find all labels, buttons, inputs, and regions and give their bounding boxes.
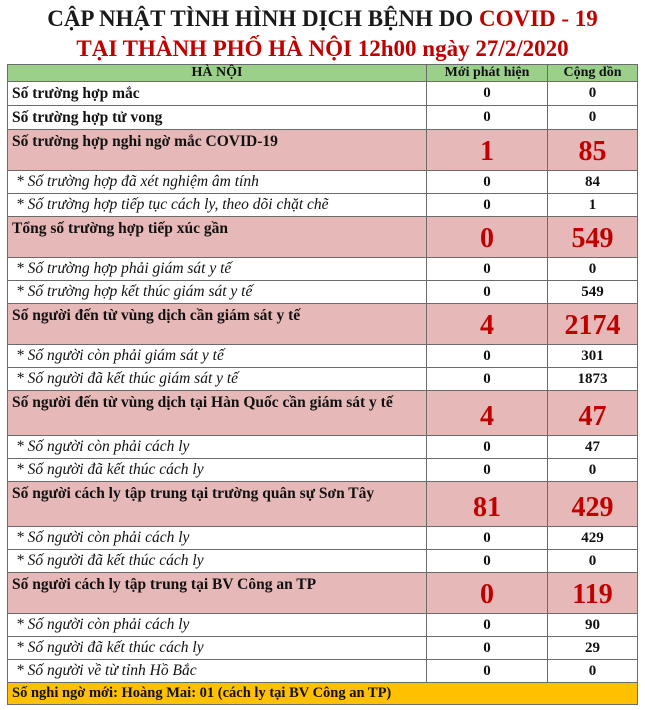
table-header-row xyxy=(8,65,638,82)
row-label: Tổng số trường hợp tiếp xúc gần xyxy=(8,217,427,258)
row-label: Số người cách ly tập trung tại BV Công an TP xyxy=(8,573,427,614)
row-label: * Số người đã kết thúc giám sát y tế xyxy=(8,368,427,391)
row-total-count: 1 xyxy=(548,194,638,217)
row-total-count: 90 xyxy=(548,614,638,637)
row-label: * Số người đã kết thúc cách ly xyxy=(8,459,427,482)
table-row xyxy=(8,368,638,391)
table-row xyxy=(8,345,638,368)
table-row xyxy=(8,573,638,614)
row-total-count: 0 xyxy=(548,459,638,482)
title-line-2: TẠI THÀNH PHỐ HÀ NỘI 12h00 ngày 27/2/2020 xyxy=(76,36,569,61)
row-new-count: 0 xyxy=(427,614,548,637)
table-row xyxy=(8,106,638,130)
row-new-count: 0 xyxy=(427,660,548,683)
table-row xyxy=(8,614,638,637)
table-row xyxy=(8,281,638,304)
row-label: Số người cách ly tập trung tại trường quân sự Sơn Tây xyxy=(8,482,427,527)
row-total-count: 0 xyxy=(548,660,638,683)
table-row xyxy=(8,217,638,258)
row-total-count: 0 xyxy=(548,550,638,573)
table-row xyxy=(8,459,638,482)
row-total-count: 429 xyxy=(548,527,638,550)
row-label: Số trường hợp mắc xyxy=(8,82,427,106)
row-label: * Số người còn phải cách ly xyxy=(8,527,427,550)
row-new-count: 0 xyxy=(427,106,548,130)
table-row xyxy=(8,82,638,106)
row-new-count: 0 xyxy=(427,550,548,573)
row-total-count: 549 xyxy=(548,281,638,304)
row-label: * Số người đã kết thúc cách ly xyxy=(8,637,427,660)
header-new: Mới phát hiện xyxy=(427,65,548,82)
covid-stats-table xyxy=(7,64,638,705)
title-line-1 xyxy=(0,4,645,34)
row-new-count: 0 xyxy=(427,345,548,368)
table-footer-row xyxy=(8,683,638,705)
row-total-count: 429 xyxy=(548,482,638,527)
row-label: * Số trường hợp kết thúc giám sát y tế xyxy=(8,281,427,304)
table-row xyxy=(8,637,638,660)
table-row xyxy=(8,550,638,573)
row-label: * Số trường hợp tiếp tục cách ly, theo dõi chặt chẽ xyxy=(8,194,427,217)
row-new-count: 0 xyxy=(427,637,548,660)
row-label: * Số trường hợp đã xét nghiệm âm tính xyxy=(8,171,427,194)
row-label: * Số người còn phải giám sát y tế xyxy=(8,345,427,368)
row-new-count: 1 xyxy=(427,130,548,171)
table-row xyxy=(8,171,638,194)
row-new-count: 81 xyxy=(427,482,548,527)
row-new-count: 0 xyxy=(427,459,548,482)
table-row xyxy=(8,391,638,436)
row-label: * Số trường hợp phải giám sát y tế xyxy=(8,258,427,281)
row-new-count: 0 xyxy=(427,171,548,194)
header-total: Cộng dồn xyxy=(548,65,638,82)
row-new-count: 0 xyxy=(427,217,548,258)
row-total-count: 84 xyxy=(548,171,638,194)
row-total-count: 29 xyxy=(548,637,638,660)
header-region: HÀ NỘI xyxy=(8,65,427,82)
row-new-count: 0 xyxy=(427,436,548,459)
row-new-count: 0 xyxy=(427,573,548,614)
row-new-count: 0 xyxy=(427,194,548,217)
row-total-count: 47 xyxy=(548,391,638,436)
row-total-count: 2174 xyxy=(548,304,638,345)
table-row xyxy=(8,660,638,683)
row-label: Số người đến từ vùng dịch tại Hàn Quốc cần giám sát y tế xyxy=(8,391,427,436)
row-label: Số trường hợp tử vong xyxy=(8,106,427,130)
row-total-count: 119 xyxy=(548,573,638,614)
table-row xyxy=(8,482,638,527)
table-row xyxy=(8,527,638,550)
title-highlight: COVID - 19 xyxy=(478,6,598,31)
table-row xyxy=(8,130,638,171)
footer-note: Số nghi ngờ mới: Hoàng Mai: 01 (cách ly tại BV Công an TP) xyxy=(8,683,638,705)
row-new-count: 0 xyxy=(427,368,548,391)
row-label: Số người đến từ vùng dịch cần giám sát y tế xyxy=(8,304,427,345)
row-new-count: 0 xyxy=(427,258,548,281)
row-total-count: 0 xyxy=(548,82,638,106)
row-label: * Số người còn phải cách ly xyxy=(8,614,427,637)
row-total-count: 0 xyxy=(548,258,638,281)
row-total-count: 47 xyxy=(548,436,638,459)
row-total-count: 85 xyxy=(548,130,638,171)
table-row xyxy=(8,304,638,345)
row-total-count: 0 xyxy=(548,106,638,130)
row-total-count: 549 xyxy=(548,217,638,258)
row-new-count: 0 xyxy=(427,527,548,550)
table-row xyxy=(8,258,638,281)
row-label: * Số người về từ tỉnh Hồ Bắc xyxy=(8,660,427,683)
row-total-count: 301 xyxy=(548,345,638,368)
row-new-count: 0 xyxy=(427,82,548,106)
row-new-count: 4 xyxy=(427,391,548,436)
row-new-count: 4 xyxy=(427,304,548,345)
row-new-count: 0 xyxy=(427,281,548,304)
row-label: * Số người còn phải cách ly xyxy=(8,436,427,459)
row-label: * Số người đã kết thúc cách ly xyxy=(8,550,427,573)
title-prefix: CẬP NHẬT TÌNH HÌNH DỊCH BỆNH DO xyxy=(47,6,474,31)
table-row xyxy=(8,194,638,217)
row-label: Số trường hợp nghi ngờ mắc COVID-19 xyxy=(8,130,427,171)
table-row xyxy=(8,436,638,459)
row-total-count: 1873 xyxy=(548,368,638,391)
